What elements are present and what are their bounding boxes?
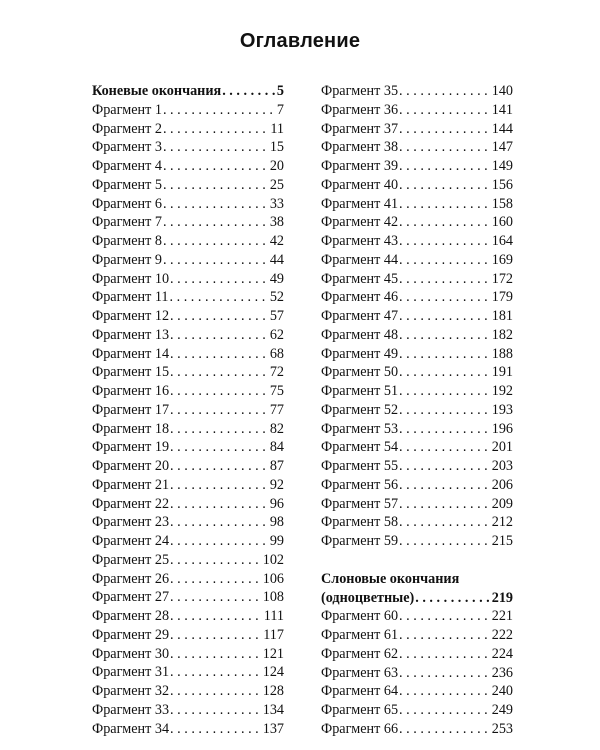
toc-entry-label: Фрагмент 6: [92, 195, 162, 212]
page-title: Оглавление: [239, 30, 361, 52]
toc-entry[interactable]: [321, 720, 513, 739]
toc-entry-label: Фрагмент 7: [92, 214, 162, 231]
toc-entry[interactable]: [92, 626, 284, 645]
toc-leader-dots: [163, 120, 269, 139]
toc-page-number: 38: [269, 214, 284, 231]
toc-page-number: 140: [491, 83, 513, 99]
toc-entry[interactable]: [92, 195, 284, 214]
toc-entry-label: Фрагмент 57: [321, 495, 399, 512]
toc-entry[interactable]: [92, 345, 284, 364]
toc-entry-label: Фрагмент 28: [92, 608, 170, 624]
toc-entry-label: Фрагмент 53: [321, 420, 399, 437]
toc-section-heading[interactable]: [92, 82, 284, 101]
toc-entry-label: Фрагмент 39: [321, 158, 399, 174]
toc-leader-dots: [170, 345, 269, 364]
toc-leader-dots: [399, 438, 491, 457]
toc-leader-dots: [170, 663, 262, 682]
toc-leader-dots: [170, 307, 269, 326]
toc-entry[interactable]: [321, 532, 513, 551]
toc-leader-dots: [399, 176, 491, 195]
toc-page-number: 221: [491, 608, 513, 625]
toc-entry[interactable]: [321, 101, 513, 120]
toc-entry[interactable]: [92, 176, 284, 195]
toc-leader-dots: [170, 401, 269, 420]
toc-leader-dots: [399, 682, 491, 701]
toc-entry-label: Фрагмент 14: [92, 345, 170, 362]
toc-entry[interactable]: [321, 345, 513, 364]
toc-entry[interactable]: [92, 607, 284, 626]
toc-leader-dots: [399, 382, 491, 401]
toc-page-number: 224: [491, 645, 513, 662]
toc-entry[interactable]: [321, 232, 513, 251]
toc-entry-label: Фрагмент 25: [92, 551, 170, 568]
toc-entry[interactable]: [321, 213, 513, 232]
toc-page-number: 149: [491, 158, 513, 174]
toc-entry-label: Фрагмент 27: [92, 589, 170, 606]
toc-entry[interactable]: [321, 701, 513, 720]
toc-leader-dots: [170, 570, 262, 589]
toc-leader-dots: [170, 626, 262, 645]
toc-entry[interactable]: [92, 382, 284, 401]
toc-leader-dots: [170, 588, 262, 607]
toc-page-number: 5: [276, 83, 284, 99]
toc-entry[interactable]: [92, 288, 284, 307]
toc-entry-label: Фрагмент 54: [321, 439, 399, 456]
toc-entry[interactable]: [321, 607, 513, 626]
toc-leader-dots: [399, 213, 491, 232]
toc-entry-label: Фрагмент 17: [92, 401, 170, 418]
toc-page-number: 219: [491, 589, 513, 606]
toc-leader-dots: [170, 701, 262, 720]
toc-page-number: 147: [491, 139, 513, 156]
toc-leader-dots: [399, 664, 491, 683]
toc-leader-dots: [163, 232, 269, 251]
toc-entry-label: Фрагмент 2: [92, 120, 162, 137]
toc-page-number: 99: [269, 533, 284, 549]
toc-page-number: 20: [269, 158, 284, 174]
toc-entry-label: Фрагмент 44: [321, 251, 399, 268]
toc-entry[interactable]: [321, 645, 513, 664]
toc-page-number: 98: [269, 514, 284, 531]
section-gap: [321, 551, 513, 570]
toc-page-number: 68: [269, 345, 284, 362]
toc-entry-label: Фрагмент 37: [321, 120, 399, 137]
toc-page-number: 57: [269, 308, 284, 324]
toc-leader-dots: [170, 607, 263, 626]
toc-leader-dots: [163, 176, 269, 195]
toc-entry-label: Фрагмент 13: [92, 326, 170, 343]
toc-page-number: 134: [262, 701, 284, 718]
toc-entry[interactable]: [92, 157, 284, 176]
toc-entry-label: Фрагмент 26: [92, 570, 170, 587]
toc-entry-label: Фрагмент 30: [92, 645, 170, 662]
toc-leader-dots: [170, 645, 262, 664]
toc-page-number: 87: [269, 458, 284, 474]
toc-page-number: 96: [269, 495, 284, 512]
toc-entry[interactable]: [92, 457, 284, 476]
toc-entry[interactable]: [92, 420, 284, 439]
toc-leader-dots: [399, 476, 491, 495]
toc-leader-dots: [399, 495, 491, 514]
toc-entry[interactable]: [92, 326, 284, 345]
toc-entry[interactable]: [92, 307, 284, 326]
toc-entry-label: Фрагмент 31: [92, 664, 170, 681]
toc-entry-label: Фрагмент 8: [92, 233, 162, 249]
toc-entry-label: Фрагмент 33: [92, 701, 170, 718]
toc-leader-dots: [399, 420, 491, 439]
toc-page-number: 25: [269, 176, 284, 193]
toc-entry-label: Фрагмент 38: [321, 139, 399, 156]
toc-leader-dots: [399, 326, 491, 345]
toc-entry-label: Фрагмент 3: [92, 139, 162, 156]
toc-entry-label: Фрагмент 65: [321, 702, 399, 718]
toc-entry[interactable]: [92, 495, 284, 514]
toc-entry-label: Фрагмент 45: [321, 270, 399, 287]
toc-leader-dots: [222, 82, 276, 101]
toc-leader-dots: [163, 101, 276, 120]
toc-leader-dots: [170, 513, 269, 532]
toc-page-number: 179: [491, 289, 513, 306]
toc-entry[interactable]: [92, 551, 284, 570]
toc-entry-label: Фрагмент 11: [92, 289, 169, 306]
toc-leader-dots: [170, 532, 269, 551]
toc-entry[interactable]: [92, 701, 284, 720]
toc-entry-label: Фрагмент 51: [321, 383, 399, 399]
toc-page-number: 72: [269, 364, 284, 381]
toc-page-number: 201: [491, 439, 513, 456]
toc-entry-label: Фрагмент 41: [321, 195, 399, 212]
toc-entry[interactable]: [321, 363, 513, 382]
toc-leader-dots: [170, 551, 262, 570]
toc-entry-label: Фрагмент 63: [321, 664, 399, 681]
toc-entry[interactable]: [92, 213, 284, 232]
toc-entry-label: Фрагмент 20: [92, 458, 170, 474]
toc-entry[interactable]: [321, 626, 513, 645]
toc-left-column: [92, 82, 284, 738]
toc-page-number: 144: [491, 120, 513, 137]
toc-entry-label: Фрагмент 60: [321, 608, 399, 625]
toc-entry-label: Фрагмент 32: [92, 683, 170, 699]
toc-entry[interactable]: [92, 101, 284, 120]
toc-entry-label: Фрагмент 58: [321, 514, 399, 531]
toc-entry[interactable]: [321, 495, 513, 514]
toc-leader-dots: [399, 532, 491, 551]
toc-leader-dots: [399, 401, 491, 420]
toc-leader-dots: [399, 720, 491, 739]
toc-right-column: [321, 82, 513, 739]
toc-page-number: 222: [491, 627, 513, 643]
toc-leader-dots: [399, 232, 491, 251]
toc-entry-label: Фрагмент 23: [92, 514, 170, 531]
toc-page-number: 193: [491, 401, 513, 418]
toc-page-number: 117: [263, 626, 284, 643]
toc-entry[interactable]: [321, 438, 513, 457]
toc-entry-label: Фрагмент 50: [321, 364, 399, 381]
toc-leader-dots: [163, 213, 269, 232]
toc-entry-label: Фрагмент 35: [321, 83, 399, 99]
toc-entry-label: Фрагмент 64: [321, 683, 399, 700]
toc-page-number: 33: [269, 195, 284, 212]
toc-entry-label: Фрагмент 61: [321, 627, 399, 643]
toc-entry[interactable]: [92, 588, 284, 607]
toc-leader-dots: [170, 495, 269, 514]
toc-entry[interactable]: [92, 645, 284, 664]
toc-entry-label: Фрагмент 42: [321, 214, 399, 231]
toc-page-number: 203: [491, 458, 513, 474]
toc-page-number: 7: [276, 101, 284, 118]
toc-leader-dots: [170, 270, 269, 289]
toc-section-heading[interactable]: [321, 589, 513, 608]
toc-entry[interactable]: [321, 457, 513, 476]
toc-entry-label: Фрагмент 24: [92, 533, 170, 549]
toc-entry-label: Слоновые окончания: [321, 570, 460, 587]
toc-leader-dots: [399, 138, 491, 157]
toc-entry-label: Фрагмент 43: [321, 233, 399, 249]
toc-leader-dots: [170, 476, 269, 495]
toc-entry-label: Фрагмент 48: [321, 326, 399, 343]
toc-leader-dots: [170, 438, 269, 457]
toc-page-number: 141: [491, 101, 513, 118]
toc-leader-dots: [399, 157, 491, 176]
toc-page-number: 209: [491, 495, 513, 512]
toc-leader-dots: [399, 457, 491, 476]
toc-entry[interactable]: [92, 232, 284, 251]
toc-entry-label: (одноцветные): [321, 589, 415, 606]
toc-page-number: 212: [491, 514, 513, 531]
toc-page-number: 172: [491, 270, 513, 287]
toc-leader-dots: [399, 513, 491, 532]
toc-entry-label: Фрагмент 36: [321, 101, 399, 118]
toc-entry[interactable]: [321, 326, 513, 345]
toc-section-heading[interactable]: [321, 570, 513, 589]
toc-page-number: 160: [491, 214, 513, 231]
toc-page-number: 121: [262, 645, 284, 662]
toc-entry-label: Фрагмент 56: [321, 476, 399, 493]
toc-page-number: 15: [269, 139, 284, 156]
toc-entry[interactable]: [321, 664, 513, 683]
toc-entry[interactable]: [321, 401, 513, 420]
toc-entry-label: Фрагмент 49: [321, 345, 399, 362]
toc-entry-label: Коневые окончания: [92, 83, 222, 99]
toc-page-number: 236: [491, 664, 513, 681]
toc-entry-label: Фрагмент 9: [92, 251, 162, 268]
toc-page-number: 164: [491, 233, 513, 249]
toc-page-number: 215: [491, 533, 513, 549]
toc-entry-label: Фрагмент 59: [321, 533, 399, 549]
toc-page-number: 196: [491, 420, 513, 437]
toc-entry[interactable]: [92, 120, 284, 139]
toc-leader-dots: [399, 363, 491, 382]
toc-leader-dots: [170, 420, 269, 439]
toc-entry-label: Фрагмент 12: [92, 308, 170, 324]
toc-leader-dots: [399, 626, 491, 645]
toc-page-number: 206: [491, 476, 513, 493]
toc-page-number: 124: [262, 664, 284, 681]
toc-leader-dots: [399, 195, 491, 214]
toc-entry-label: Фрагмент 47: [321, 308, 399, 324]
toc-entry[interactable]: [321, 176, 513, 195]
toc-entry[interactable]: [321, 307, 513, 326]
toc-page-number: 108: [262, 589, 284, 606]
toc-page-number: 84: [269, 439, 284, 456]
toc-entry-label: Фрагмент 15: [92, 364, 170, 381]
toc-entry-label: Фрагмент 5: [92, 176, 162, 193]
toc-leader-dots: [163, 195, 269, 214]
toc-entry[interactable]: [321, 195, 513, 214]
toc-entry[interactable]: [92, 251, 284, 270]
toc-page-number: 191: [491, 364, 513, 381]
toc-entry-label: Фрагмент 62: [321, 645, 399, 662]
toc-page-number: 82: [269, 420, 284, 437]
toc-entry[interactable]: [321, 82, 513, 101]
toc-page-number: 11: [270, 120, 284, 137]
toc-entry[interactable]: [321, 476, 513, 495]
toc-leader-dots: [170, 288, 269, 307]
toc-page-number: 249: [491, 702, 513, 718]
toc-leader-dots: [399, 82, 491, 101]
toc-page-number: 44: [269, 251, 284, 268]
toc-entry[interactable]: [92, 570, 284, 589]
toc-entry[interactable]: [321, 682, 513, 701]
toc-entry[interactable]: [92, 270, 284, 289]
toc-page-number: 106: [262, 570, 284, 587]
toc-leader-dots: [399, 101, 491, 120]
toc-leader-dots: [399, 345, 491, 364]
toc-page-number: 253: [491, 720, 513, 737]
toc-leader-dots: [399, 270, 491, 289]
toc-leader-dots: [163, 138, 269, 157]
toc-page-number: 49: [269, 270, 284, 287]
toc-leader-dots: [399, 288, 491, 307]
toc-entry-label: Фрагмент 18: [92, 420, 170, 437]
toc-page-number: 188: [491, 345, 513, 362]
toc-leader-dots: [170, 720, 262, 739]
toc-entry-label: Фрагмент 34: [92, 720, 170, 737]
toc-entry[interactable]: [321, 138, 513, 157]
toc-entry-label: Фрагмент 29: [92, 626, 170, 643]
toc-entry-label: Фрагмент 21: [92, 476, 170, 493]
toc-leader-dots: [415, 589, 490, 608]
toc-leader-dots: [170, 363, 269, 382]
toc-entry[interactable]: [321, 382, 513, 401]
toc-entry[interactable]: [321, 513, 513, 532]
toc-page-number: 62: [269, 326, 284, 343]
toc-entry-label: Фрагмент 1: [92, 101, 162, 118]
toc-entry[interactable]: [321, 288, 513, 307]
toc-page-number: 75: [269, 383, 284, 399]
toc-entry[interactable]: [321, 157, 513, 176]
toc-leader-dots: [170, 382, 269, 401]
toc-page-number: 77: [269, 401, 284, 418]
toc-page-number: 182: [491, 326, 513, 343]
toc-entry[interactable]: [92, 138, 284, 157]
toc-leader-dots: [170, 457, 269, 476]
toc-entry-label: Фрагмент 10: [92, 270, 170, 287]
toc-entry-label: Фрагмент 19: [92, 439, 170, 456]
toc-leader-dots: [399, 645, 491, 664]
toc-entry[interactable]: [321, 420, 513, 439]
toc-entry-label: Фрагмент 55: [321, 458, 399, 474]
toc-leader-dots: [399, 607, 491, 626]
toc-leader-dots: [170, 682, 262, 701]
toc-entry[interactable]: [92, 401, 284, 420]
toc-entry[interactable]: [92, 363, 284, 382]
toc-page-number: 181: [491, 308, 513, 324]
toc-entry-label: Фрагмент 46: [321, 289, 399, 306]
toc-page-number: 111: [263, 608, 284, 624]
toc-leader-dots: [163, 157, 269, 176]
toc-entry[interactable]: [92, 476, 284, 495]
toc-page-number: 158: [491, 195, 513, 212]
toc-entry-label: Фрагмент 22: [92, 495, 170, 512]
toc-page-number: 42: [269, 233, 284, 249]
toc-leader-dots: [399, 251, 491, 270]
toc-page-number: 169: [491, 251, 513, 268]
toc-page-number: 137: [262, 720, 284, 737]
toc-entry[interactable]: [321, 270, 513, 289]
toc-entry[interactable]: [92, 438, 284, 457]
toc-leader-dots: [170, 326, 269, 345]
toc-page-number: 156: [491, 176, 513, 193]
toc-page-number: 102: [262, 551, 284, 568]
toc-entry-label: Фрагмент 52: [321, 401, 399, 418]
toc-page-number: 52: [269, 289, 284, 306]
toc-entry-label: Фрагмент 40: [321, 176, 399, 193]
toc-page-number: 128: [262, 683, 284, 699]
toc-page-number: 192: [491, 383, 513, 399]
toc-leader-dots: [399, 307, 491, 326]
toc-entry-label: Фрагмент 4: [92, 158, 162, 174]
toc-entry[interactable]: [92, 513, 284, 532]
toc-leader-dots: [399, 120, 491, 139]
toc-entry[interactable]: [92, 663, 284, 682]
toc-entry[interactable]: [92, 532, 284, 551]
toc-leader-dots: [163, 251, 269, 270]
toc-entry[interactable]: [92, 682, 284, 701]
toc-leader-dots: [399, 701, 491, 720]
toc-page-number: 92: [269, 476, 284, 493]
toc-entry[interactable]: [92, 720, 284, 739]
toc-page-number: 240: [491, 683, 513, 700]
toc-entry[interactable]: [321, 251, 513, 270]
toc-entry[interactable]: [321, 120, 513, 139]
toc-entry-label: Фрагмент 16: [92, 383, 170, 399]
toc-entry-label: Фрагмент 66: [321, 720, 399, 737]
